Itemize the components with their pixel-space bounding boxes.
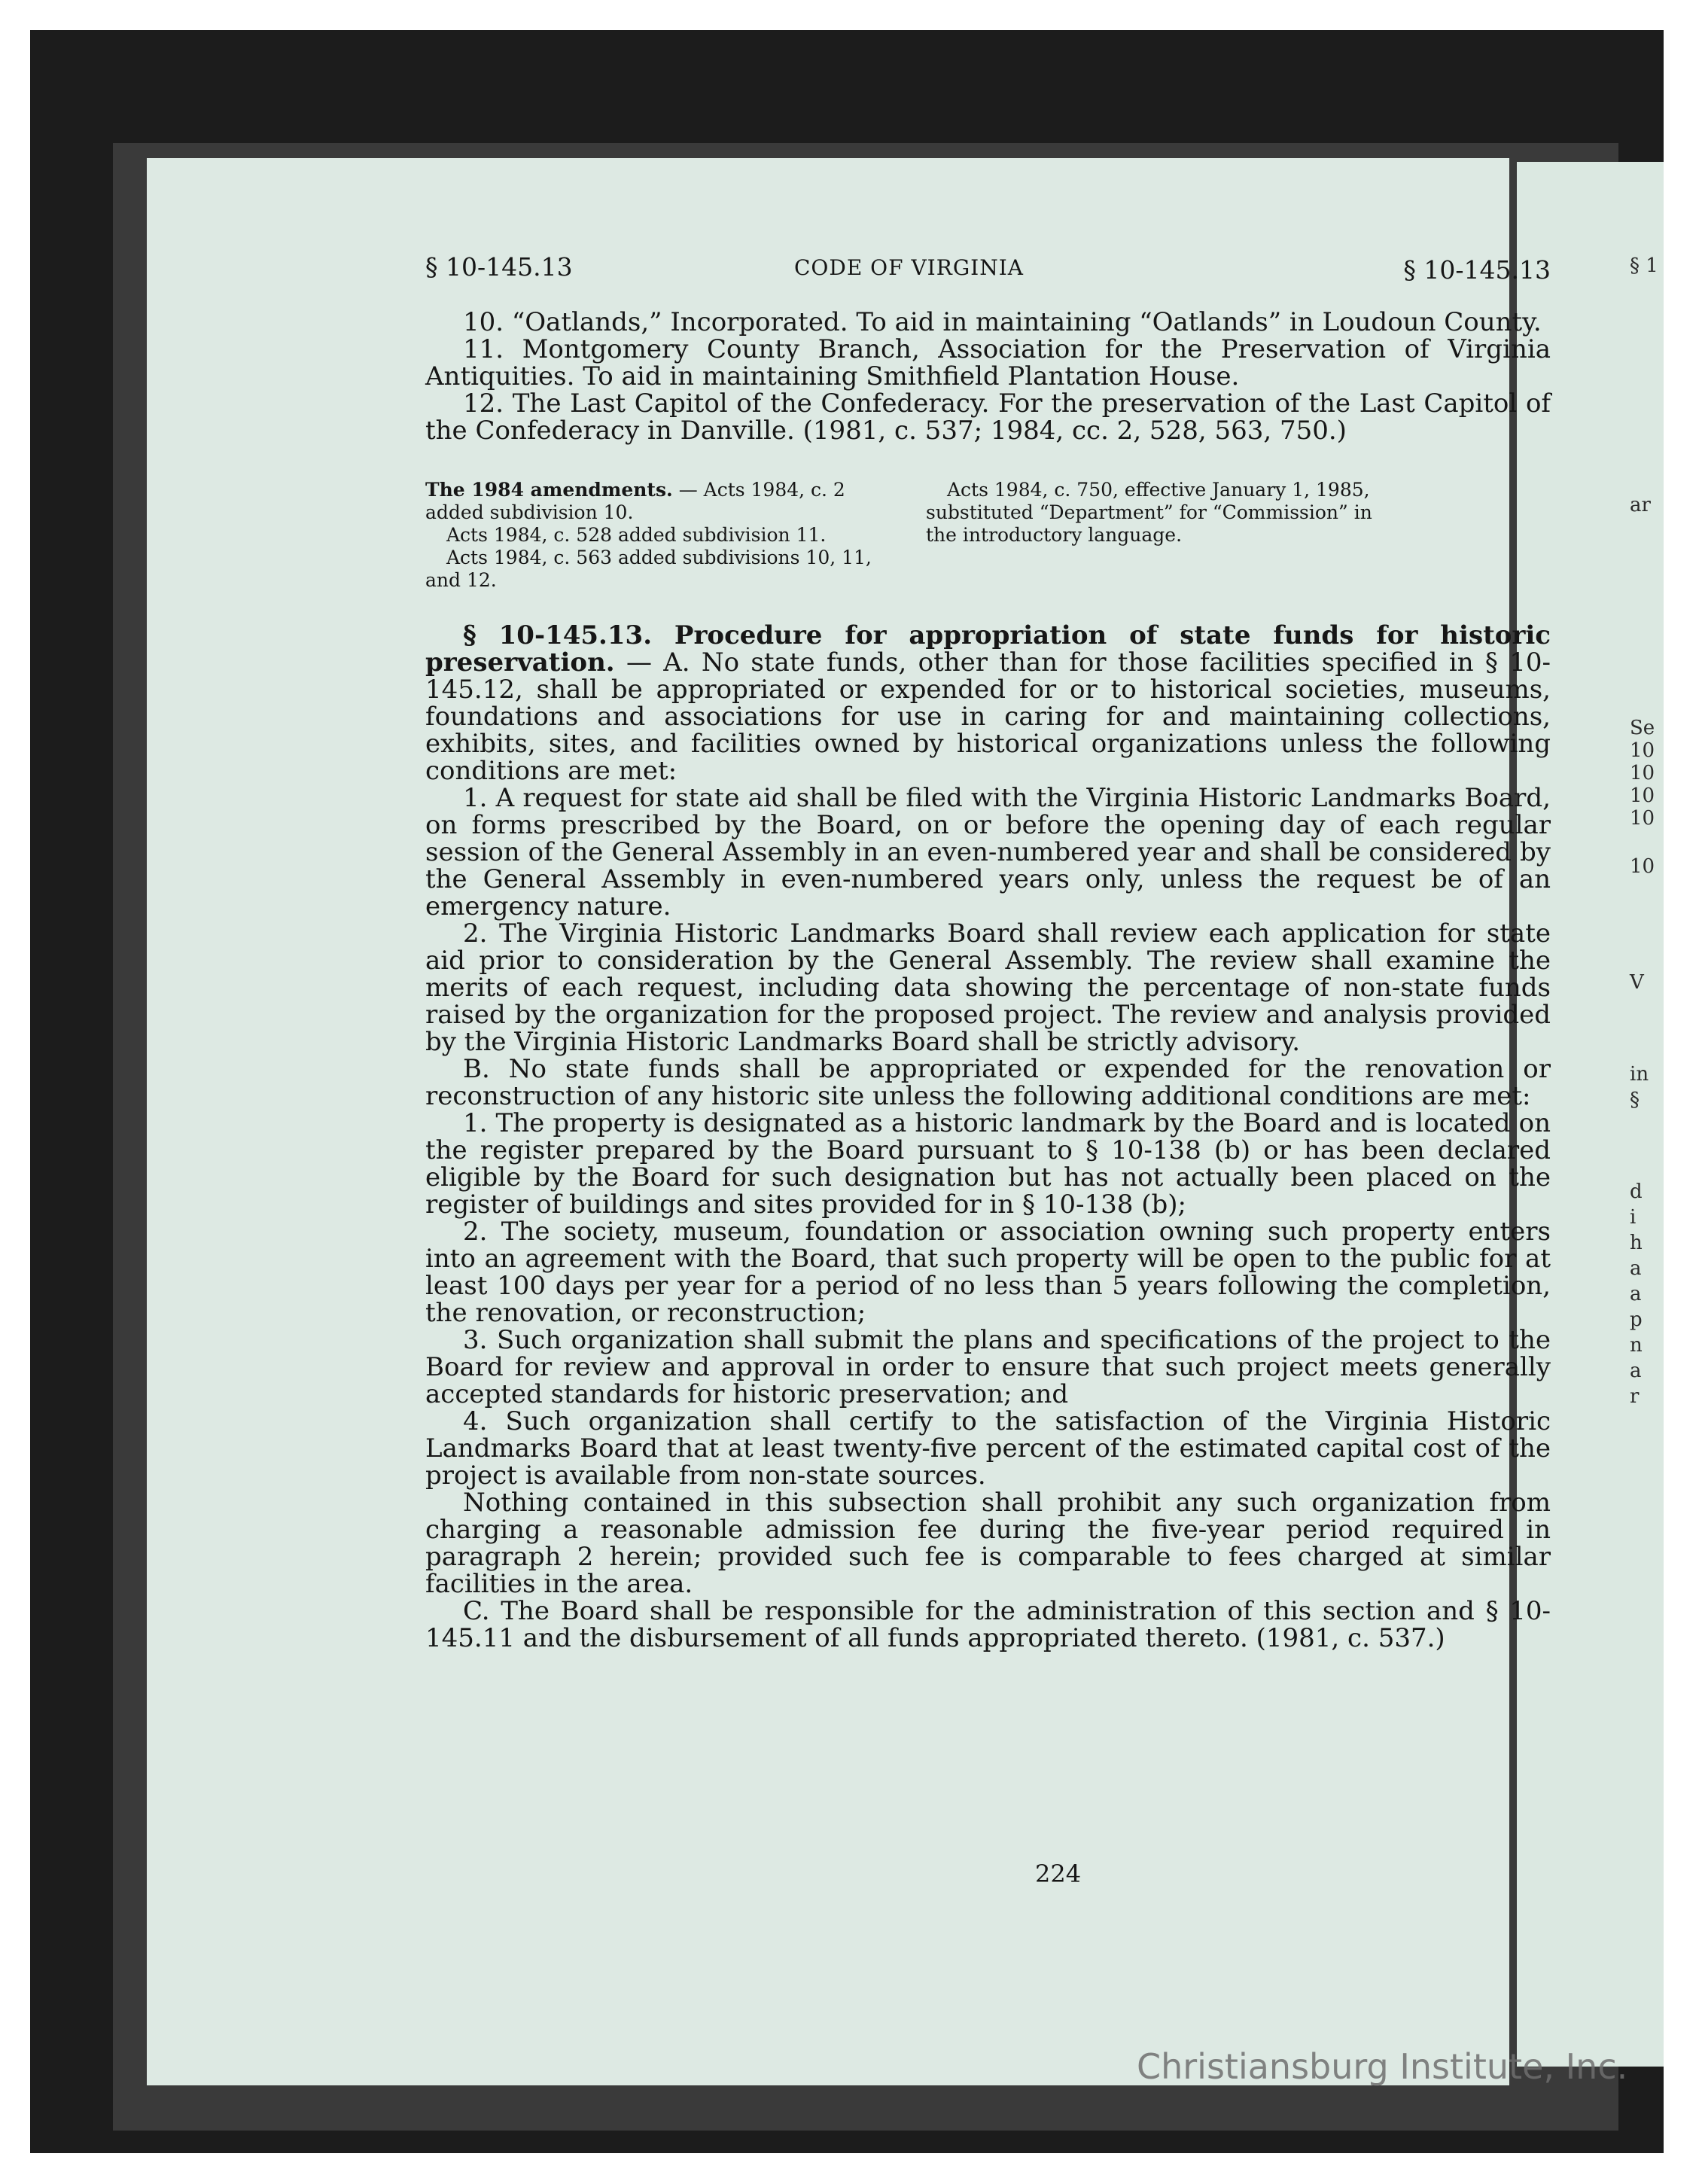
adjacent-page-fragment: p bbox=[1630, 1308, 1643, 1331]
adjacent-page-fragment: § 1 bbox=[1630, 254, 1658, 277]
running-head-left: § 10-145.13 bbox=[425, 252, 573, 282]
adjacent-page-fragment: a bbox=[1630, 1360, 1642, 1382]
section-paragraph: 4. Such organization shall certify to the satisfaction of the Virginia Historic Landmarks Board that at least twenty-five percent of the estimated capital cost of the project is available from non-state sources. bbox=[425, 1406, 1551, 1491]
list-item: 11. Montgomery County Branch, Association for the Preservation of Virginia Antiquities. To aid in maintaining Smithfield Plantation House. bbox=[425, 334, 1551, 391]
running-head bbox=[425, 252, 1551, 290]
note-paragraph: Acts 1984, c. 528 added subdivision 11. bbox=[446, 524, 827, 546]
page-number: 224 bbox=[1035, 1860, 1082, 1888]
section-paragraph: 2. The Virginia Historic Landmarks Board shall review each application for state aid prior to consideration by the General Assembly. The review shall examine the merits of each request, including data showing the percentage of non-state funds raised by the organization for the proposed project. The review and analysis provided by the Virginia Historic Landmarks Board shall be strictly advisory. bbox=[425, 918, 1551, 1057]
statute-section bbox=[425, 622, 1551, 1652]
note-paragraph: Acts 1984, c. 750, effective January 1, 1985, substituted “Department” for “Commission” in the introductory language. bbox=[926, 479, 1372, 546]
notes-right-column bbox=[926, 479, 1400, 547]
adjacent-page-fragment: Se bbox=[1630, 717, 1655, 739]
note-text: — Acts 1984, c. 2 added subdivision 10. bbox=[425, 479, 845, 523]
section-paragraph: 1. The property is designated as a historic landmark by the Board and is located on the register prepared by the Board pursuant to § 10-138 (b) or has been declared eligible by the Board for such designation but has not actually been placed on the register of buildings and sites provided for in § 10-138 (b); bbox=[425, 1108, 1551, 1220]
list-item: 12. The Last Capitol of the Confederacy. For the preservation of the Last Capitol of the Confederacy in Danville. (1981, c. 537; 1984, cc. 2, 528, 563, 750.) bbox=[425, 388, 1551, 446]
section-paragraph: 1. A request for state aid shall be filed with the Virginia Historic Landmarks Board, on forms prescribed by the Board, on or before the opening day of each regular session of the General Assembly in an even-numbered year and shall be considered by the General Assembly in even-numbered years only, unless the request be of an emergency nature. bbox=[425, 783, 1551, 921]
adjacent-page-fragment: § bbox=[1630, 1089, 1640, 1111]
adjacent-page-fragment: ar bbox=[1630, 494, 1651, 516]
section-paragraph: Nothing contained in this subsection shall prohibit any such organization from charging a reasonable admission fee during the five-year period required in paragraph 2 herein; provided such fee is comparable to fees charged at similar facilities in the area. bbox=[425, 1488, 1551, 1599]
document-body bbox=[425, 309, 1551, 1652]
adjacent-page-fragment: 10 bbox=[1630, 807, 1655, 830]
adjacent-page-fragment: i bbox=[1630, 1206, 1637, 1229]
running-head-right: § 10-145.13 bbox=[1403, 255, 1551, 285]
note-paragraph: Acts 1984, c. 563 added subdivisions 10, 11, and 12. bbox=[425, 547, 872, 591]
section-title: § 10-145.13. Procedure for appropriation of state funds for historic preservation. bbox=[425, 620, 1551, 678]
adjacent-page-fragment: r bbox=[1630, 1385, 1640, 1408]
adjacent-page-fragment: 10 bbox=[1630, 855, 1655, 878]
section-paragraph: C. The Board shall be responsible for the administration of this section and § 10-145.11 and the disbursement of all funds appropriated thereto. (1981, c. 537.) bbox=[425, 1596, 1551, 1653]
watermark: Christiansburg Institute, Inc. bbox=[1137, 2046, 1628, 2087]
note-paragraph bbox=[425, 479, 900, 524]
adjacent-page-fragment: a bbox=[1630, 1283, 1642, 1305]
adjacent-page-fragment: 10 bbox=[1630, 762, 1655, 784]
section-paragraph: 2. The society, museum, foundation or association owning such property enters into an agreement with the Board, that such property will be open to the public for at least 100 days per year for a period of no less than 5 years following the completion, the renovation, or reconstruction; bbox=[425, 1217, 1551, 1328]
notes-left-column bbox=[425, 479, 900, 592]
list-item: 10. “Oatlands,” Incorporated. To aid in maintaining “Oatlands” in Loudoun County. bbox=[463, 307, 1542, 337]
adjacent-page-fragment: n bbox=[1630, 1334, 1643, 1357]
adjacent-page-fragment: in bbox=[1630, 1063, 1649, 1086]
amendment-notes bbox=[425, 479, 1551, 591]
section-paragraph: B. No state funds shall be appropriated or expended for the renovation or reconstruction of any historic site unless the following additional conditions are met: bbox=[425, 1054, 1551, 1111]
adjacent-page-fragment: V bbox=[1630, 971, 1644, 994]
running-head-center: CODE OF VIRGINIA bbox=[794, 255, 1025, 280]
adjacent-page-fragment: a bbox=[1630, 1257, 1642, 1280]
section-intro-text: — A. No state funds, other than for those facilities specified in § 10-145.12, shall be appropriated or expended for or to historical societies, museums, foundations and associations for use in caring for and maintaining collections, exhibits, sites, and facilities owned by historical organizations unless the following conditions are met: bbox=[425, 647, 1551, 786]
adjacent-page-fragment: 10 bbox=[1630, 739, 1655, 762]
document-page bbox=[147, 158, 1551, 2085]
adjacent-page-fragment: d bbox=[1630, 1180, 1643, 1203]
section-intro bbox=[425, 622, 1551, 784]
section-paragraph: 3. Such organization shall submit the plans and specifications of the project to the Board for review and approval in order to ensure that such project meets generally accepted standards for historic preservation; and bbox=[425, 1325, 1551, 1409]
notes-heading: The 1984 amendments. bbox=[425, 479, 673, 501]
adjacent-page-fragment: h bbox=[1630, 1232, 1643, 1254]
adjacent-page-fragment: 10 bbox=[1630, 784, 1655, 807]
